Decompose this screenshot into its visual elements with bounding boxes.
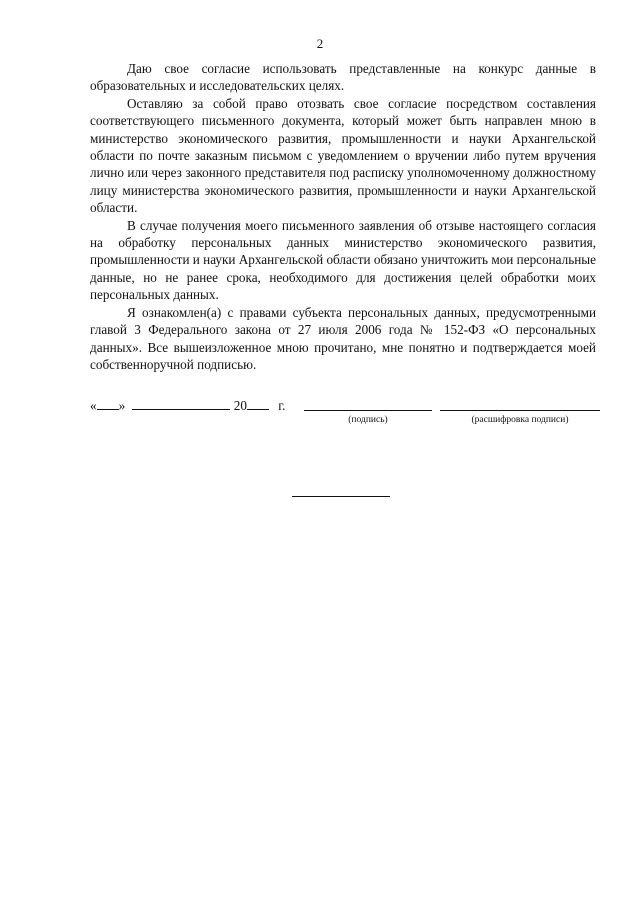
- day-blank[interactable]: [97, 397, 119, 410]
- consent-body: [90, 60, 596, 373]
- date-field: [90, 397, 285, 414]
- paragraph-revoke-right: Оставляю за собой право отозвать свое согласие посредством составления соответствующего письменного документа, который может быть направлен мною в министерство экономического развития, промышленности и науки Архангельской области по почте заказным письмом с уведомлением о вручении либо путем вручения лично или через законного представителя под расписку уполномоченному должностному лицу министерства экономического развития, промышленности и науки Архангельской области.: [90, 95, 596, 216]
- signature-line[interactable]: [304, 410, 432, 411]
- page-number: 2: [316, 36, 324, 51]
- paragraph-consent-use: Даю свое согласие использовать представленные на конкурс данные в образовательных и исследовательских целях.: [90, 61, 596, 94]
- paragraph-revocation-consequence: В случае получения моего письменного заявления об отзыве настоящего согласия на обработку персональных данных министерство экономического развития, промышленности и науки Архангельской области обязано уничтожить мои персональные данные, но не ранее срока, необходимого для достижения целей обработки моих персональных данных.: [90, 217, 596, 303]
- year-prefix: 20: [233, 398, 247, 413]
- paragraph-acknowledgement: Я ознакомлен(а) с правами субъекта персональных данных, предусмотренными главой 3 Федерального закона от 27 июля 2006 года № 152-ФЗ «О персональных данных». Все вышеизложенное мною прочитано, мне понятно и подтверждается моей собственноручной подписью.: [90, 304, 596, 372]
- signature-caption: (подпись): [348, 415, 388, 425]
- date-open-quote: «: [90, 398, 97, 413]
- year-blank[interactable]: [247, 397, 269, 410]
- signature-row: [90, 397, 602, 437]
- date-close-quote: »: [118, 398, 126, 413]
- month-blank[interactable]: [132, 397, 230, 410]
- signature-decoding-line[interactable]: [440, 410, 600, 411]
- document-end-rule: [292, 496, 390, 497]
- signature-decoding-caption: (расшифровка подписи): [471, 415, 569, 425]
- year-suffix: г.: [278, 398, 286, 413]
